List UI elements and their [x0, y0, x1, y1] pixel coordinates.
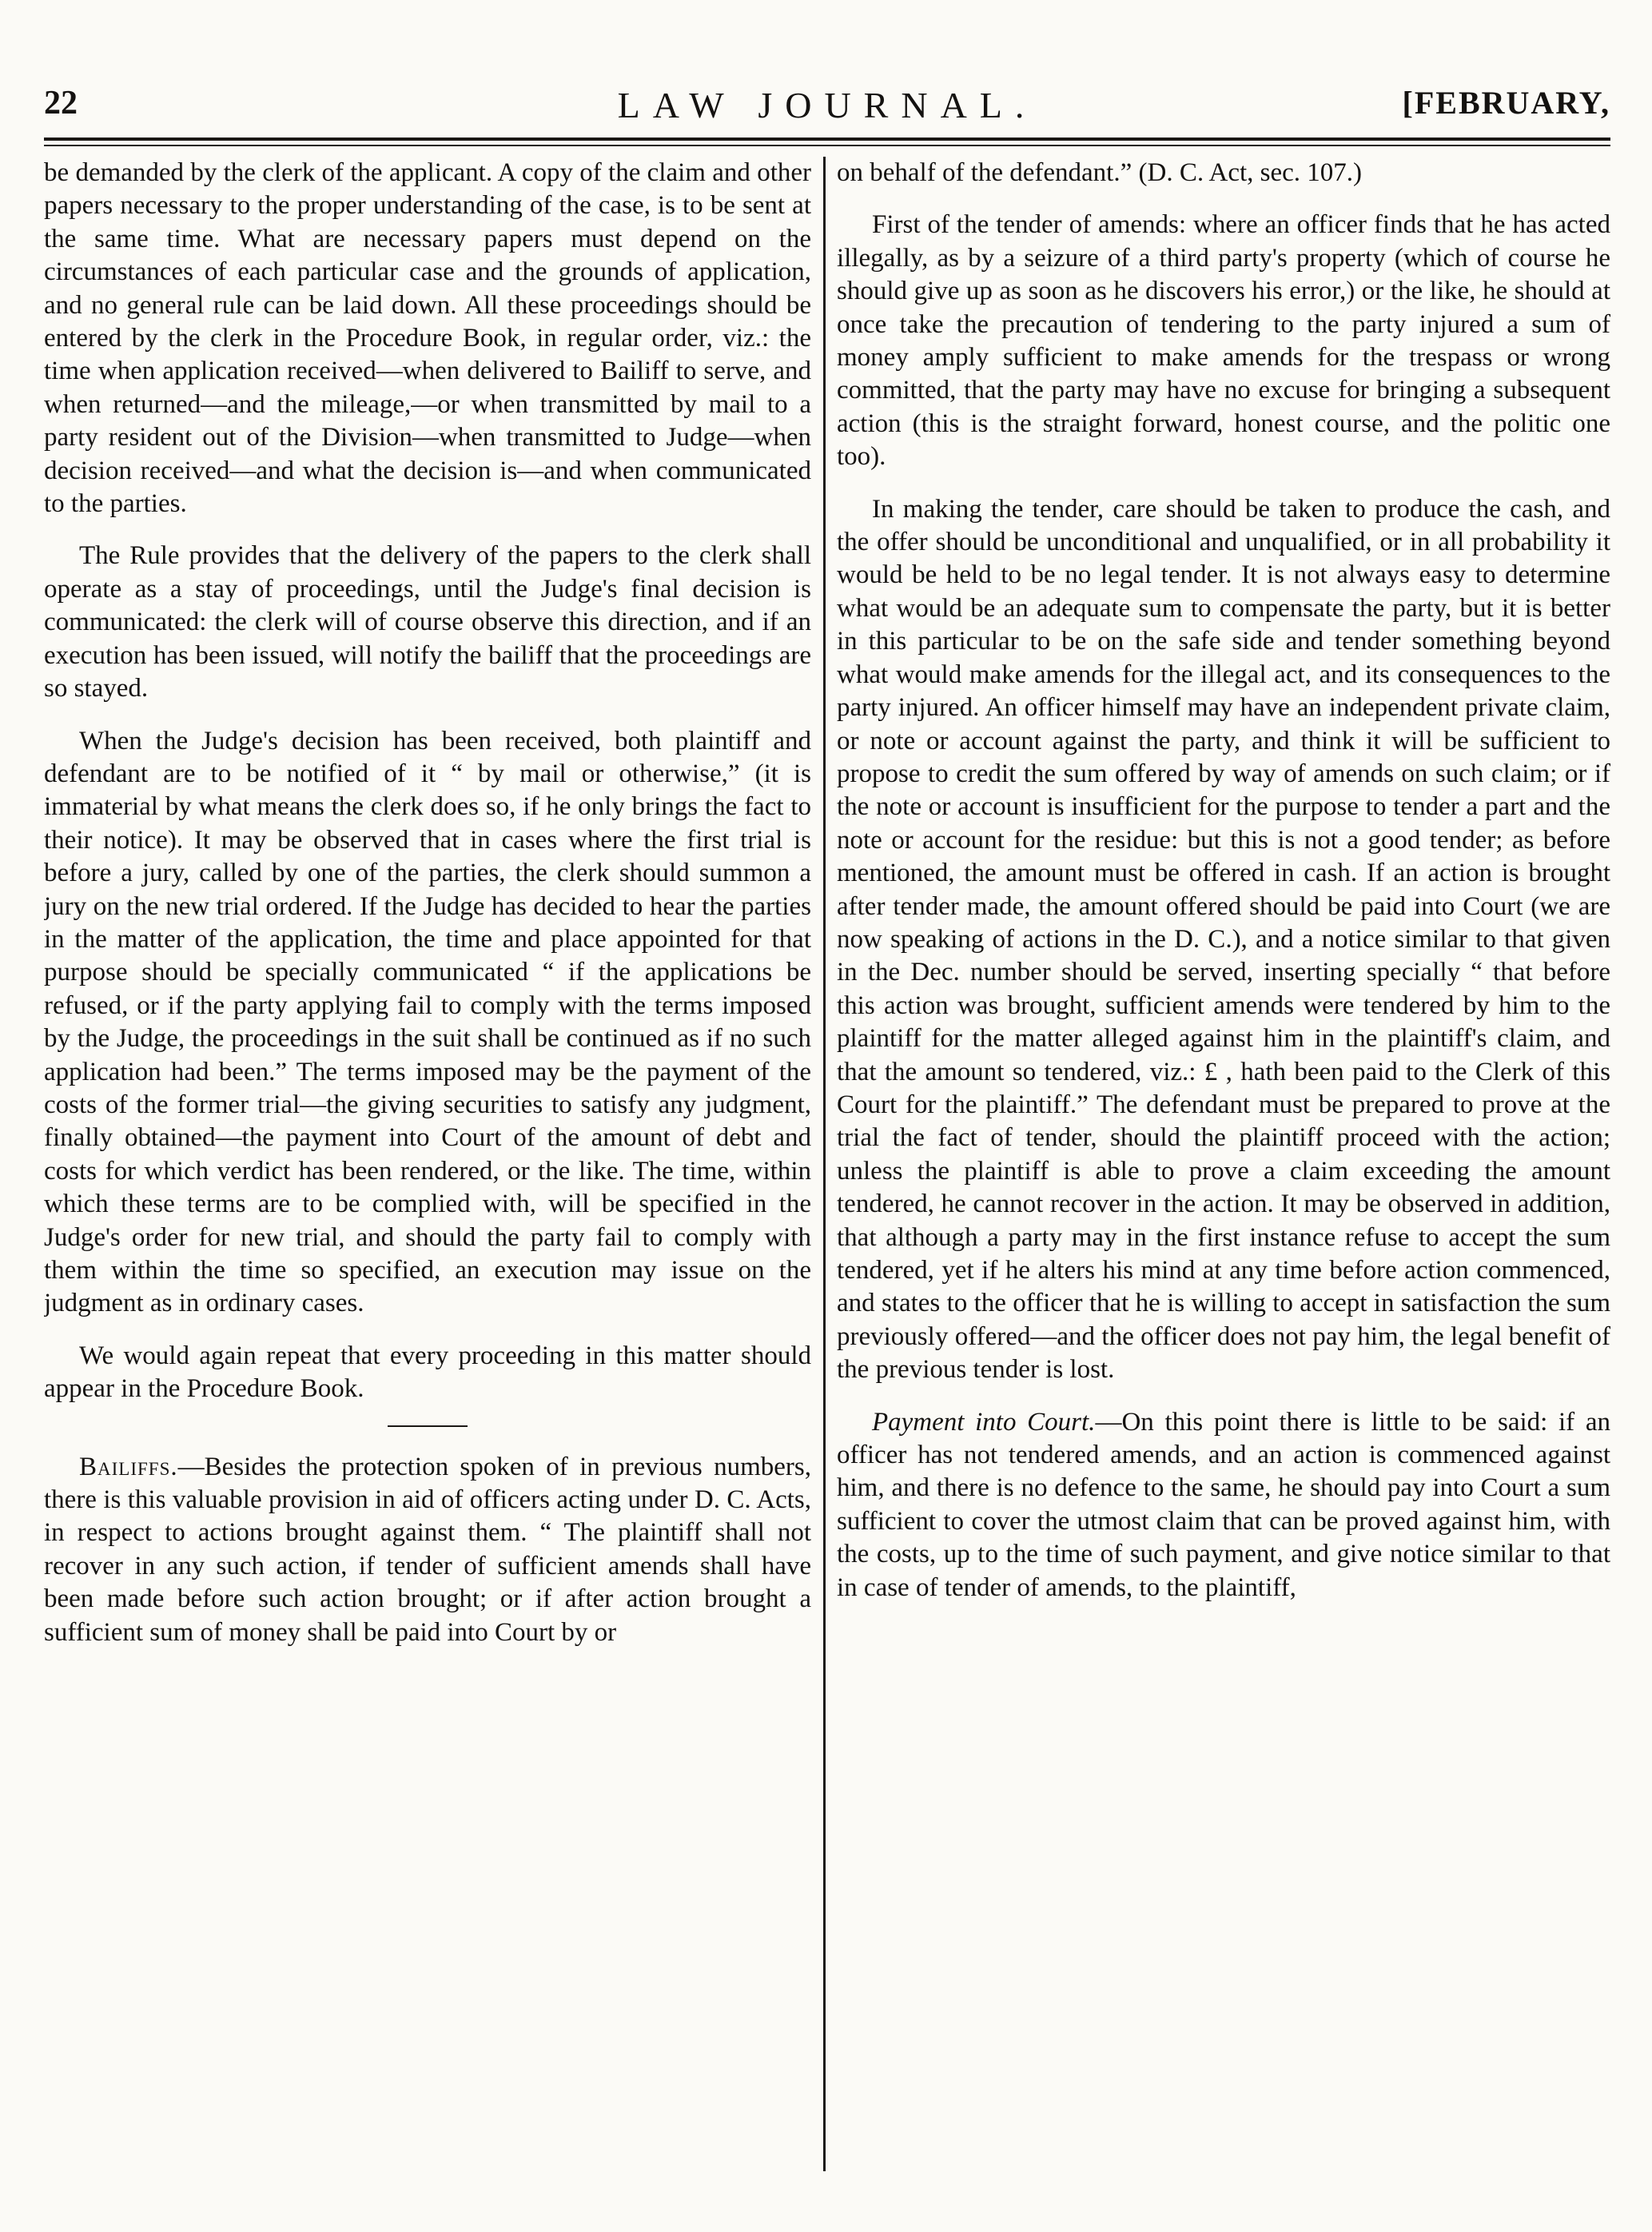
left-paragraph-1: be demanded by the clerk of the applicant. A copy of the claim and other papers necessary to the proper understanding of the case, is to be sent at the same time. What are necessary papers must depend on the circumstances of each particular case and the grounds of application, and no general rule can be laid down. All these proceedings should be entered by the clerk in the Procedure Book, in regular order, viz.: the time when application received—when delivered to Bailiff to serve, and when returned—and the mileage,—or when transmitted by mail to a party resident out of the Division—when transmitted to Judge—when decision received—and what the decision is—and when communicated to the parties.	[44, 158, 811, 519]
payment-text: —On this point there is little to be said: if an officer has not tendered amends, and an action is commenced against him, and there is no defence to the same, he should pay into Court a sum sufficient to cover the utmost claim that can be proved against him, with the costs, up to the time of such payment, and give notice similar to that in case of tender of amends, to the plaintiff,	[837, 1407, 1610, 1602]
right-paragraph-3: In making the tender, care should be taken to produce the cash, and the offer should be unconditional and unqualified, or in all probability it would be held to be no legal tender. It is not always easy to determine what would be an adequate sum to compensate the party, but it is better in this particular to be on the safe side and tender something beyond what would make amends for the illegal act, and its consequences to the party injured. An officer himself may have an independent private claim, or note or account against the party, and think it will be sufficient to propose to credit the sum offered by way of amends on such claim; or if the note or account is insufficient for the purpose to tender a part and the note or account for the residue: but this is not a good tender; as before mentioned, the amount must be offered in cash. If an action is brought after tender made, the amount offered should be paid into Court (we are now speaking of actions in the D. C.), and a notice similar to that given in the Dec. number should be served, inserting specially “ that before this action was brought, sufficient amends were tendered by him to the plaintiff for the matter alleged against him in the plaintiff's claim, and that the amount so tendered, viz.: £ , hath been paid to the Clerk of this Court for the plaintiff.” The defendant must be prepared to prove at the trial the fact of tender, should the plaintiff proceed with the action; unless the plaintiff is able to prove a claim exceeding the amount tendered, he cannot recover in the action. It may be observed in addition, that although a party may in the first instance refuse to accept the sum tendered, yet if he alters his mind at any time before action commenced, and states to the officer that he is willing to accept in satisfaction the sum previously offered—and the officer does not pay him, the legal benefit of the previous tender is lost.	[837, 494, 1610, 1385]
header-rule-thick	[44, 138, 1610, 141]
right-paragraph-1: on behalf of the defendant.” (D. C. Act, sec. 107.)	[837, 158, 1363, 187]
right-paragraph-2: First of the tender of amends: where an officer finds that he has acted illegally, as by a seizure of a third party's property (which of course he should give up as soon as he discovers his error,) or the like, he should at once take the precaution of tendering to the party injured a sum of money amply sufficient to make amends for the trespass or wrong committed, that the party may have no excuse for bringing a subsequent action (this is the straight forward, honest course, and the politic one too).	[837, 210, 1610, 472]
page-header	[44, 84, 1610, 132]
right-paragraph-4	[837, 1406, 1610, 1604]
bailiffs-text: —Besides the protection spoken of in previous numbers, there is this valuable provision in aid of officers acting under D. C. Acts, in respect to actions brought against them. “ The plaintiff shall not recover in any such action, if tender of sufficient amends shall have been made before such action brought; or if after action brought a sufficient sum of money shall be paid into Court by or	[44, 1452, 811, 1647]
payment-heading: Payment into Court.	[872, 1407, 1096, 1437]
page-number: 22	[44, 85, 78, 122]
column-divider	[823, 157, 826, 2171]
left-paragraph-2: The Rule provides that the delivery of the papers to the clerk shall operate as a stay of proceedings, until the Judge's final decision is communicated: the clerk will of course observe this direction, and if an execution has been issued, will notify the bailiff that the proceedings are so stayed.	[44, 541, 811, 703]
left-paragraph-3: When the Judge's decision has been received, both plaintiff and defendant are to be notified of it “ by mail or otherwise,” (it is immaterial by what means the clerk does so, if he only brings the fact to their notice). It may be observed that in cases where the first trial is before a jury, called by one of the parties, the clerk should summon a jury on the new trial ordered. If the Judge has decided to hear the parties in the matter of the application, the time and place appointed for that purpose should be specially communicated “ if the applications be refused, or if the party applying fail to comply with the terms imposed by the Judge, the proceedings in the suit shall be continued as if no such application had been.” The terms imposed may be the payment of the costs of the former trial—the giving securities to satisfy any judgment, finally obtained—the payment into Court of the amount of debt and costs for which verdict has been rendered, or the like. The time, within which these terms are to be complied with, will be specified in the Judge's order for new trial, and should the party fail to comply with them within the time so specified, an execution may issue on the judgment as in ordinary cases.	[44, 726, 811, 1318]
running-head-month: [FEBRUARY,	[1402, 85, 1610, 121]
header-rule-thin	[44, 145, 1610, 146]
left-paragraph-5	[44, 1451, 811, 1649]
right-column	[837, 157, 1610, 2171]
left-paragraph-4: We would again repeat that every proceeding in this matter should appear in the Procedure Book.	[44, 1341, 811, 1404]
left-column	[44, 157, 811, 2171]
bailiffs-heading: Bailiffs.	[79, 1452, 178, 1481]
section-separator	[388, 1425, 468, 1427]
journal-title: LAW JOURNAL.	[617, 85, 1037, 126]
